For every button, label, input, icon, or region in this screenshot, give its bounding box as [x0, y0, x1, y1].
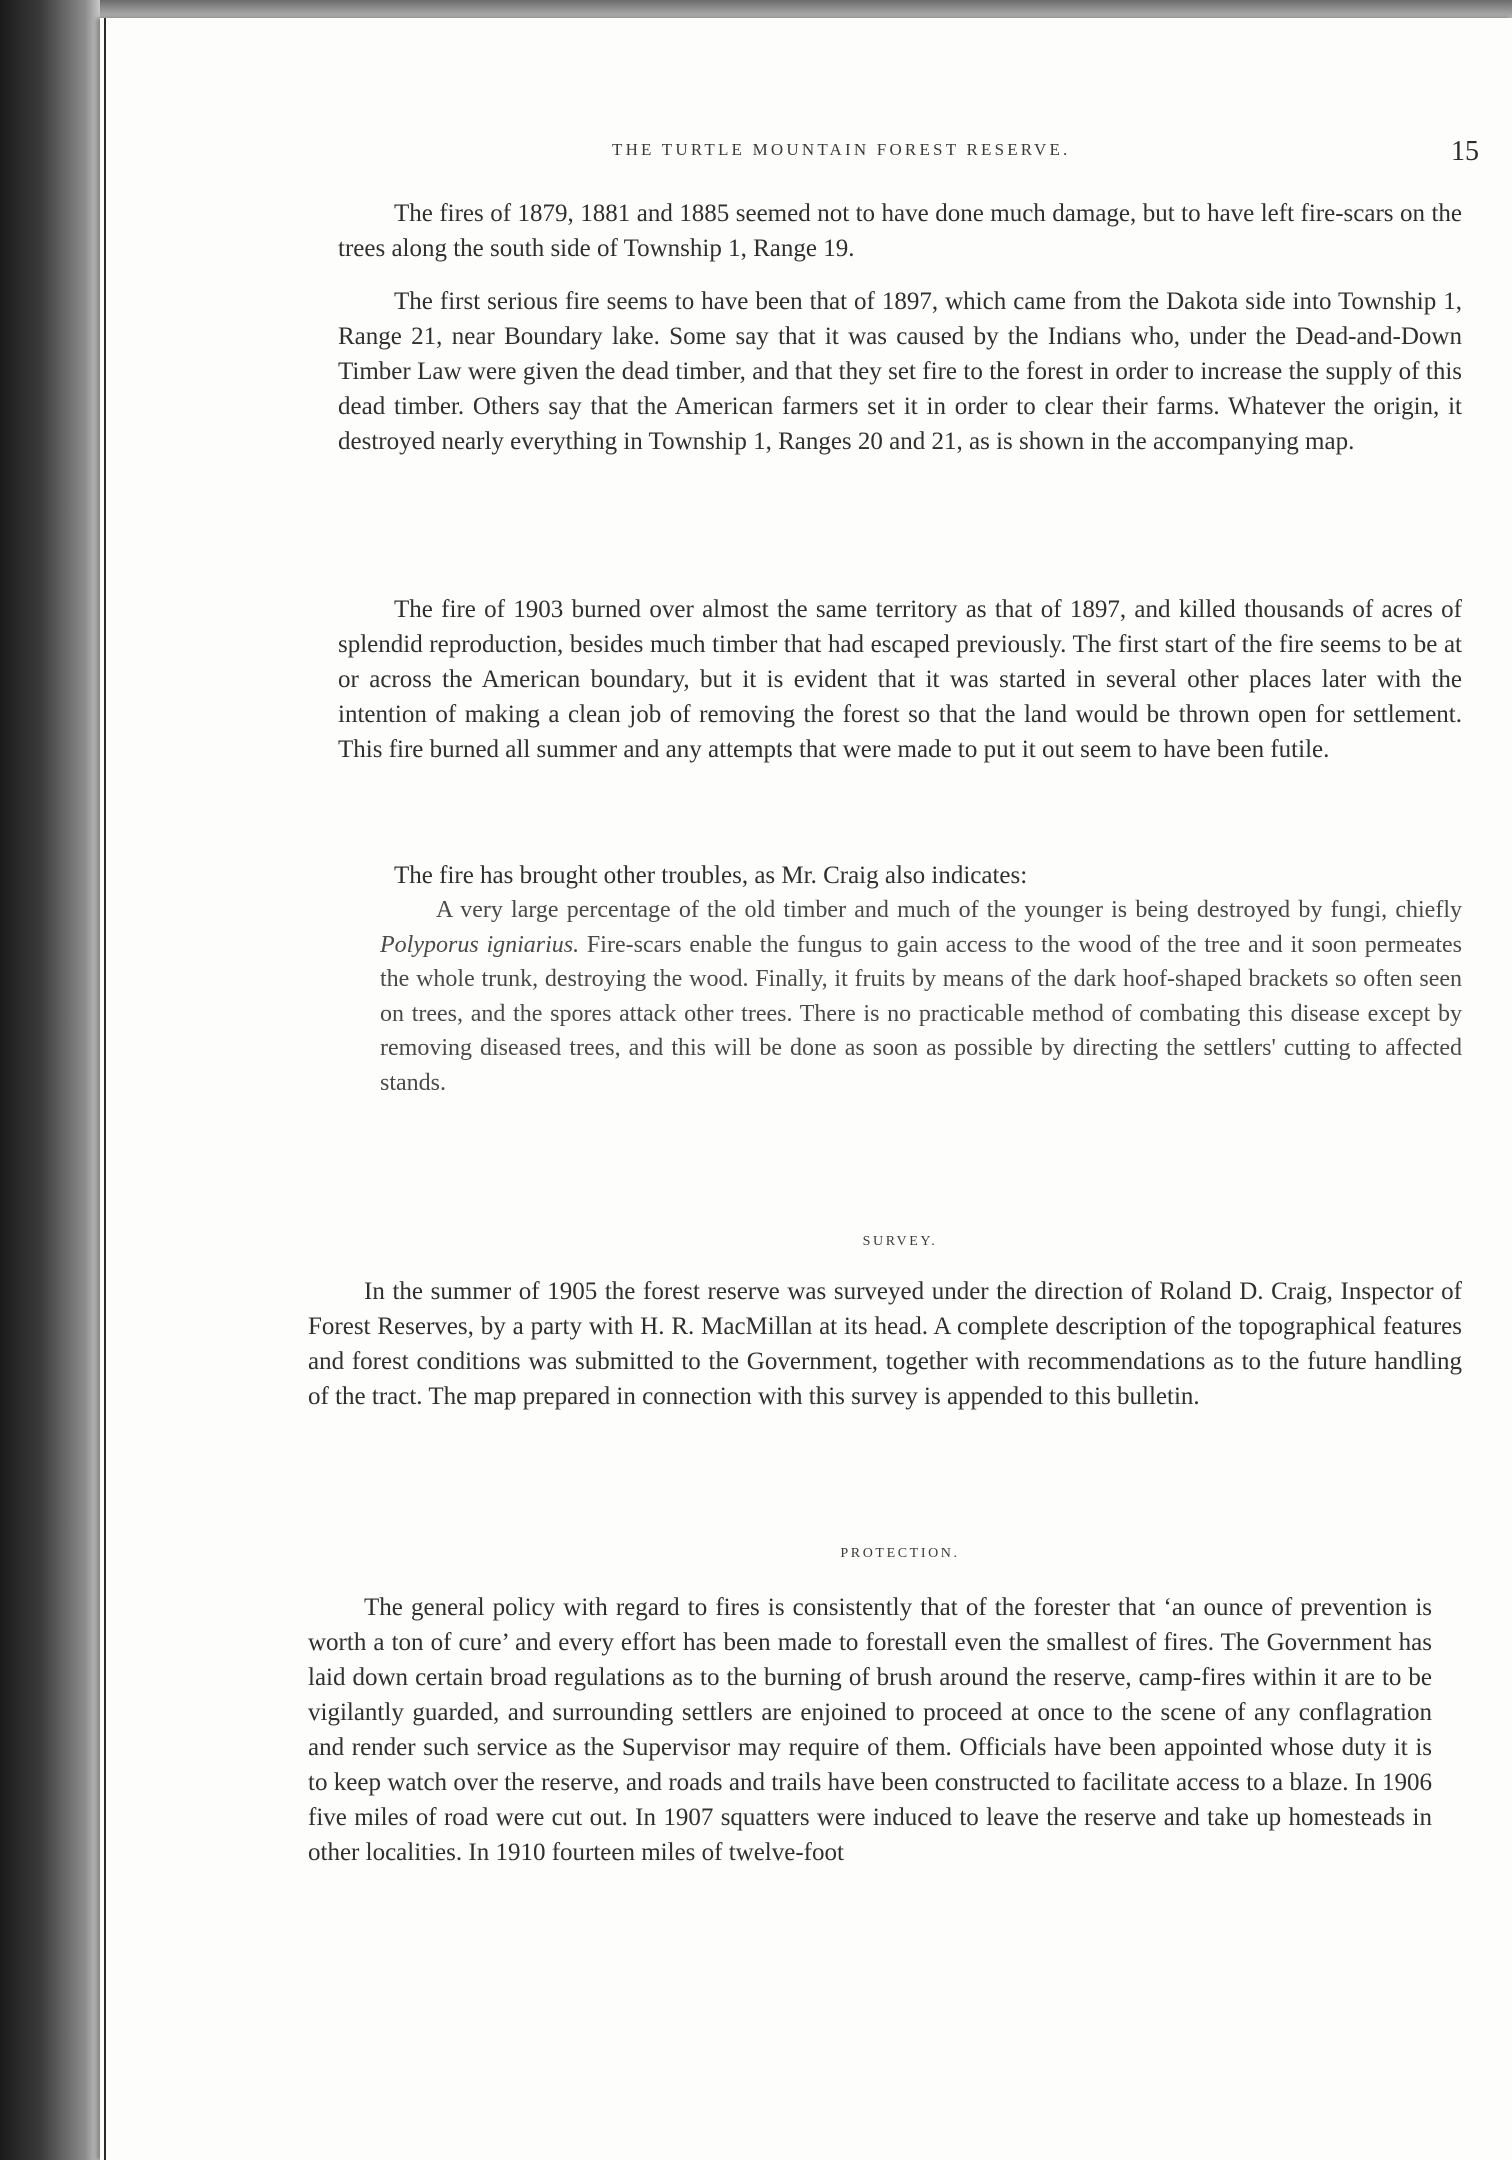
section-heading-survey: SURVEY.	[862, 1234, 938, 1249]
paragraph-other-troubles: The fire has brought other troubles, as Mr. Craig also indicates:	[394, 862, 1028, 889]
paragraph-protection: The general policy with regard to fires is consistently that of the forester that ‘an ounce of prevention is worth a ton of cure’ and every effort has been made to forestall even the smallest of fires. The Government has laid down certain broad regulations as to the burning of brush around the reserve, camp-fires within it are to be vigilantly guarded, and surrounding settlers are enjoined to proceed at once to the scene of any conflagration and render such service as the Supervisor may require of them. Officials have been appointed whose duty it is to keep watch over the reserve, and roads and trails have been constructed to facilitate access to a blaze. In 1906 five miles of road were cut out. In 1907 squatters were induced to leave the reserve and take up homesteads in other localities. In 1910 fourteen miles of twelve-foot	[308, 1594, 1432, 1866]
paragraph-survey: In the summer of 1905 the forest reserve was surveyed under the direction of Roland D. Craig, Inspector of Forest Reserves, by a party with H. R. MacMillan at its head. A complete description of the topographical features and forest conditions was submitted to the Government, together with recommendations as to the future handling of the tract. The map prepared in connection with this survey is appended to this bulletin.	[308, 1278, 1462, 1410]
quote-text-end: Fire-scars enable the fungus to gain access to the wood of the tree and it soon permeates the whole trunk, destroying the wood. Finally, it fruits by means of the dark hoof-shaped brackets so often seen on trees, and the spores attack other trees. There is no practicable method of combating this disease except by removing diseased trees, and this will be done as soon as possible by directing the settlers' cutting to affected stands.	[380, 931, 1463, 1096]
book-page	[100, 18, 1512, 2160]
gutter-line	[104, 18, 106, 2160]
running-title: THE TURTLE MOUNTAIN FOREST RESERVE.	[612, 140, 1071, 159]
quote-text-start: A very large percentage of the old timber and much of the younger is being destroyed by fungi, chiefly	[436, 897, 1462, 923]
section-heading-protection: PROTECTION.	[840, 1546, 960, 1561]
paragraph-fire-1897: The first serious fire seems to have been that of 1897, which came from the Dakota side into Township 1, Range 21, near Boundary lake. Some say that it was caused by the Indians who, under the Dead-and-Down Timber Law were given the dead timber, and that they set fire to the forest in order to increase the supply of this dead timber. Others say that the American farmers set it in order to clear their farms. Whatever the origin, it destroyed nearly everything in Township 1, Ranges 20 and 21, as is shown in the accompanying map.	[338, 288, 1462, 455]
page-number: 15	[1451, 136, 1479, 167]
paragraph-fire-1903: The fire of 1903 burned over almost the same territory as that of 1897, and killed thousands of acres of splendid reproduction, besides much timber that had escaped previously. The first start of the fire seems to be at or across the American boundary, but it is evident that it was started in several other places later with the intention of making a clean job of removing the forest so that the land would be thrown open for settlement. This fire burned all summer and any attempts that were made to put it out seem to have been futile.	[338, 596, 1462, 763]
species-name: Polyporus igniarius.	[380, 931, 580, 958]
book-spine-gutter	[0, 0, 100, 2160]
page-top-edge	[100, 0, 1512, 18]
quote-craig-fungi	[380, 893, 1462, 1100]
paragraph-fires-1879: The fires of 1879, 1881 and 1885 seemed not to have done much damage, but to have left fire-scars on the trees along the south side of Township 1, Range 19.	[338, 200, 1462, 262]
